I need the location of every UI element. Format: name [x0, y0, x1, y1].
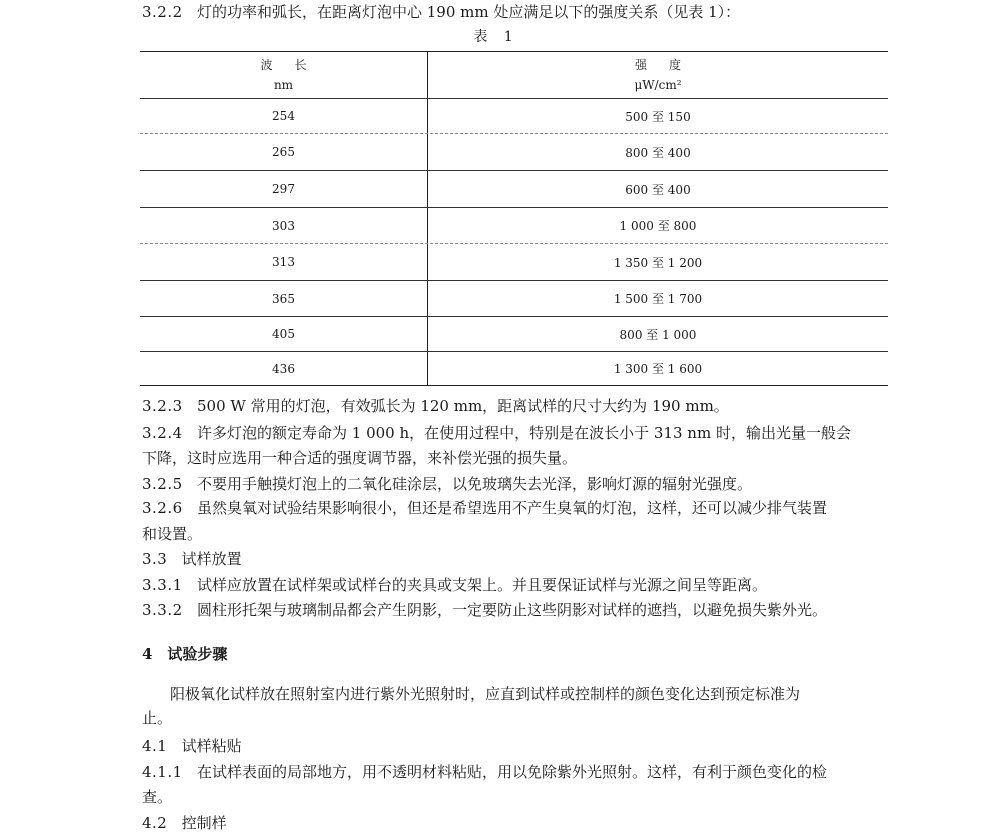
clause-number: 3.2.6	[142, 499, 183, 517]
intensity-cell: 800 至 400	[625, 145, 691, 160]
clause-text: 灯的功率和弧长，在距离灯泡中心 190 mm 处应满足以下的强度关系（见表 1）：	[196, 3, 741, 21]
clause-text: 500 W 常用的灯泡，有效弧长为 120 mm，距离试样的尺寸大约为 190 mm。	[196, 397, 729, 415]
wavelength-cell: 254	[272, 109, 295, 123]
intensity-cell: 1 000 至 800	[619, 219, 697, 233]
header-intensity	[428, 52, 888, 98]
clause-number: 4.1.1	[142, 763, 183, 781]
wavelength-cell: 436	[272, 361, 295, 376]
header-intensity-unit: μW/cm²	[634, 78, 682, 92]
wavelength-cell: 303	[272, 218, 295, 233]
clause-text: 不要用手触摸灯泡上的二氧化硅涂层，以免玻璃失去光泽，影响灯源的辐射光强度。	[196, 475, 752, 493]
intensity-table	[140, 51, 888, 386]
clause-text: 试样应放置在试样架或试样台的夹具或支架上。并且要保证试样与光源之间呈等距离。	[196, 576, 767, 594]
clause-number: 3.2.4	[142, 424, 183, 442]
clause-number: 3.3.2	[142, 601, 183, 619]
clause-3-3-1	[142, 575, 767, 595]
table-row	[140, 244, 888, 280]
clause-number: 4.1	[142, 737, 168, 755]
clause-text: 在试样表面的局部地方，用不透明材料粘贴，用以免除紫外光照射。这样，有利于颜色变化的检	[196, 763, 827, 781]
clause-number: 4.2	[142, 814, 168, 832]
intensity-cell: 800 至 1 000	[619, 327, 697, 342]
section-4-heading: 4 试验步骤	[142, 645, 228, 663]
table-row	[140, 134, 888, 170]
wavelength-cell: 313	[272, 255, 295, 269]
wavelength-cell: 297	[272, 182, 295, 196]
table-row	[140, 281, 888, 316]
clause-4-2	[142, 813, 227, 833]
table-row	[140, 352, 888, 385]
wavelength-cell: 365	[272, 291, 295, 306]
clause-text: 控制样	[181, 814, 227, 832]
clause-number: 3.3	[142, 550, 168, 568]
header-wavelength	[140, 52, 427, 98]
wavelength-cell: 265	[272, 145, 295, 159]
table-row	[140, 99, 888, 133]
table-caption: 表 1	[473, 29, 519, 45]
table-row	[140, 317, 888, 351]
clause-3-3-2	[142, 600, 827, 620]
wavelength-cell: 405	[272, 327, 295, 341]
clause-3-2-2	[142, 2, 740, 22]
header-wavelength-label: 波长	[260, 58, 329, 72]
section-4-body: 阳极氧化试样放在照射室内进行紫外光照射时，应直到试样或控制样的颜色变化达到预定标准为	[170, 685, 801, 703]
clause-3-2-3	[142, 396, 729, 416]
intensity-cell: 600 至 400	[625, 182, 691, 197]
clause-3-2-6-continued: 和设置。	[142, 525, 203, 543]
clause-text: 许多灯泡的额定寿命为 1 000 h，在使用过程中，特别是在波长小于 313 nm 时，输出光量一般会	[196, 424, 851, 442]
clause-text: 虽然臭氧对试验结果影响很小，但还是希望选用不产生臭氧的灯泡，这样，还可以减少排气装置	[196, 499, 827, 517]
clause-text: 试样放置	[181, 550, 242, 568]
clause-text: 试样粘贴	[181, 737, 242, 755]
clause-3-2-4-continued: 下降，这时应选用一种合适的强度调节器，来补偿光强的损失量。	[142, 449, 578, 467]
clause-4-1	[142, 736, 242, 756]
clause-3-3	[142, 549, 242, 569]
clause-3-2-4	[142, 423, 851, 443]
table-header-row	[140, 52, 888, 98]
intensity-cell: 500 至 150	[625, 109, 691, 124]
header-wavelength-unit: nm	[273, 78, 294, 92]
header-intensity-label: 强度	[634, 58, 703, 72]
intensity-cell: 1 350 至 1 200	[613, 255, 703, 270]
clause-number: 3.2.3	[142, 397, 183, 415]
intensity-cell: 1 500 至 1 700	[613, 292, 703, 306]
section-4-body-continued: 止。	[142, 709, 173, 727]
table-row	[140, 208, 888, 243]
intensity-cell: 1 300 至 1 600	[613, 362, 703, 376]
clause-3-2-6	[142, 498, 827, 518]
clause-number: 3.3.1	[142, 576, 183, 594]
clause-4-1-1	[142, 762, 827, 782]
clause-4-1-1-continued: 查。	[142, 788, 173, 806]
clause-text: 圆柱形托架与玻璃制品都会产生阴影，一定要防止这些阴影对试样的遮挡，以避免损失紫外光。	[196, 601, 827, 619]
clause-number: 3.2.2	[142, 3, 183, 21]
clause-number: 3.2.5	[142, 475, 183, 493]
clause-3-2-5	[142, 474, 752, 494]
table-row	[140, 171, 888, 207]
